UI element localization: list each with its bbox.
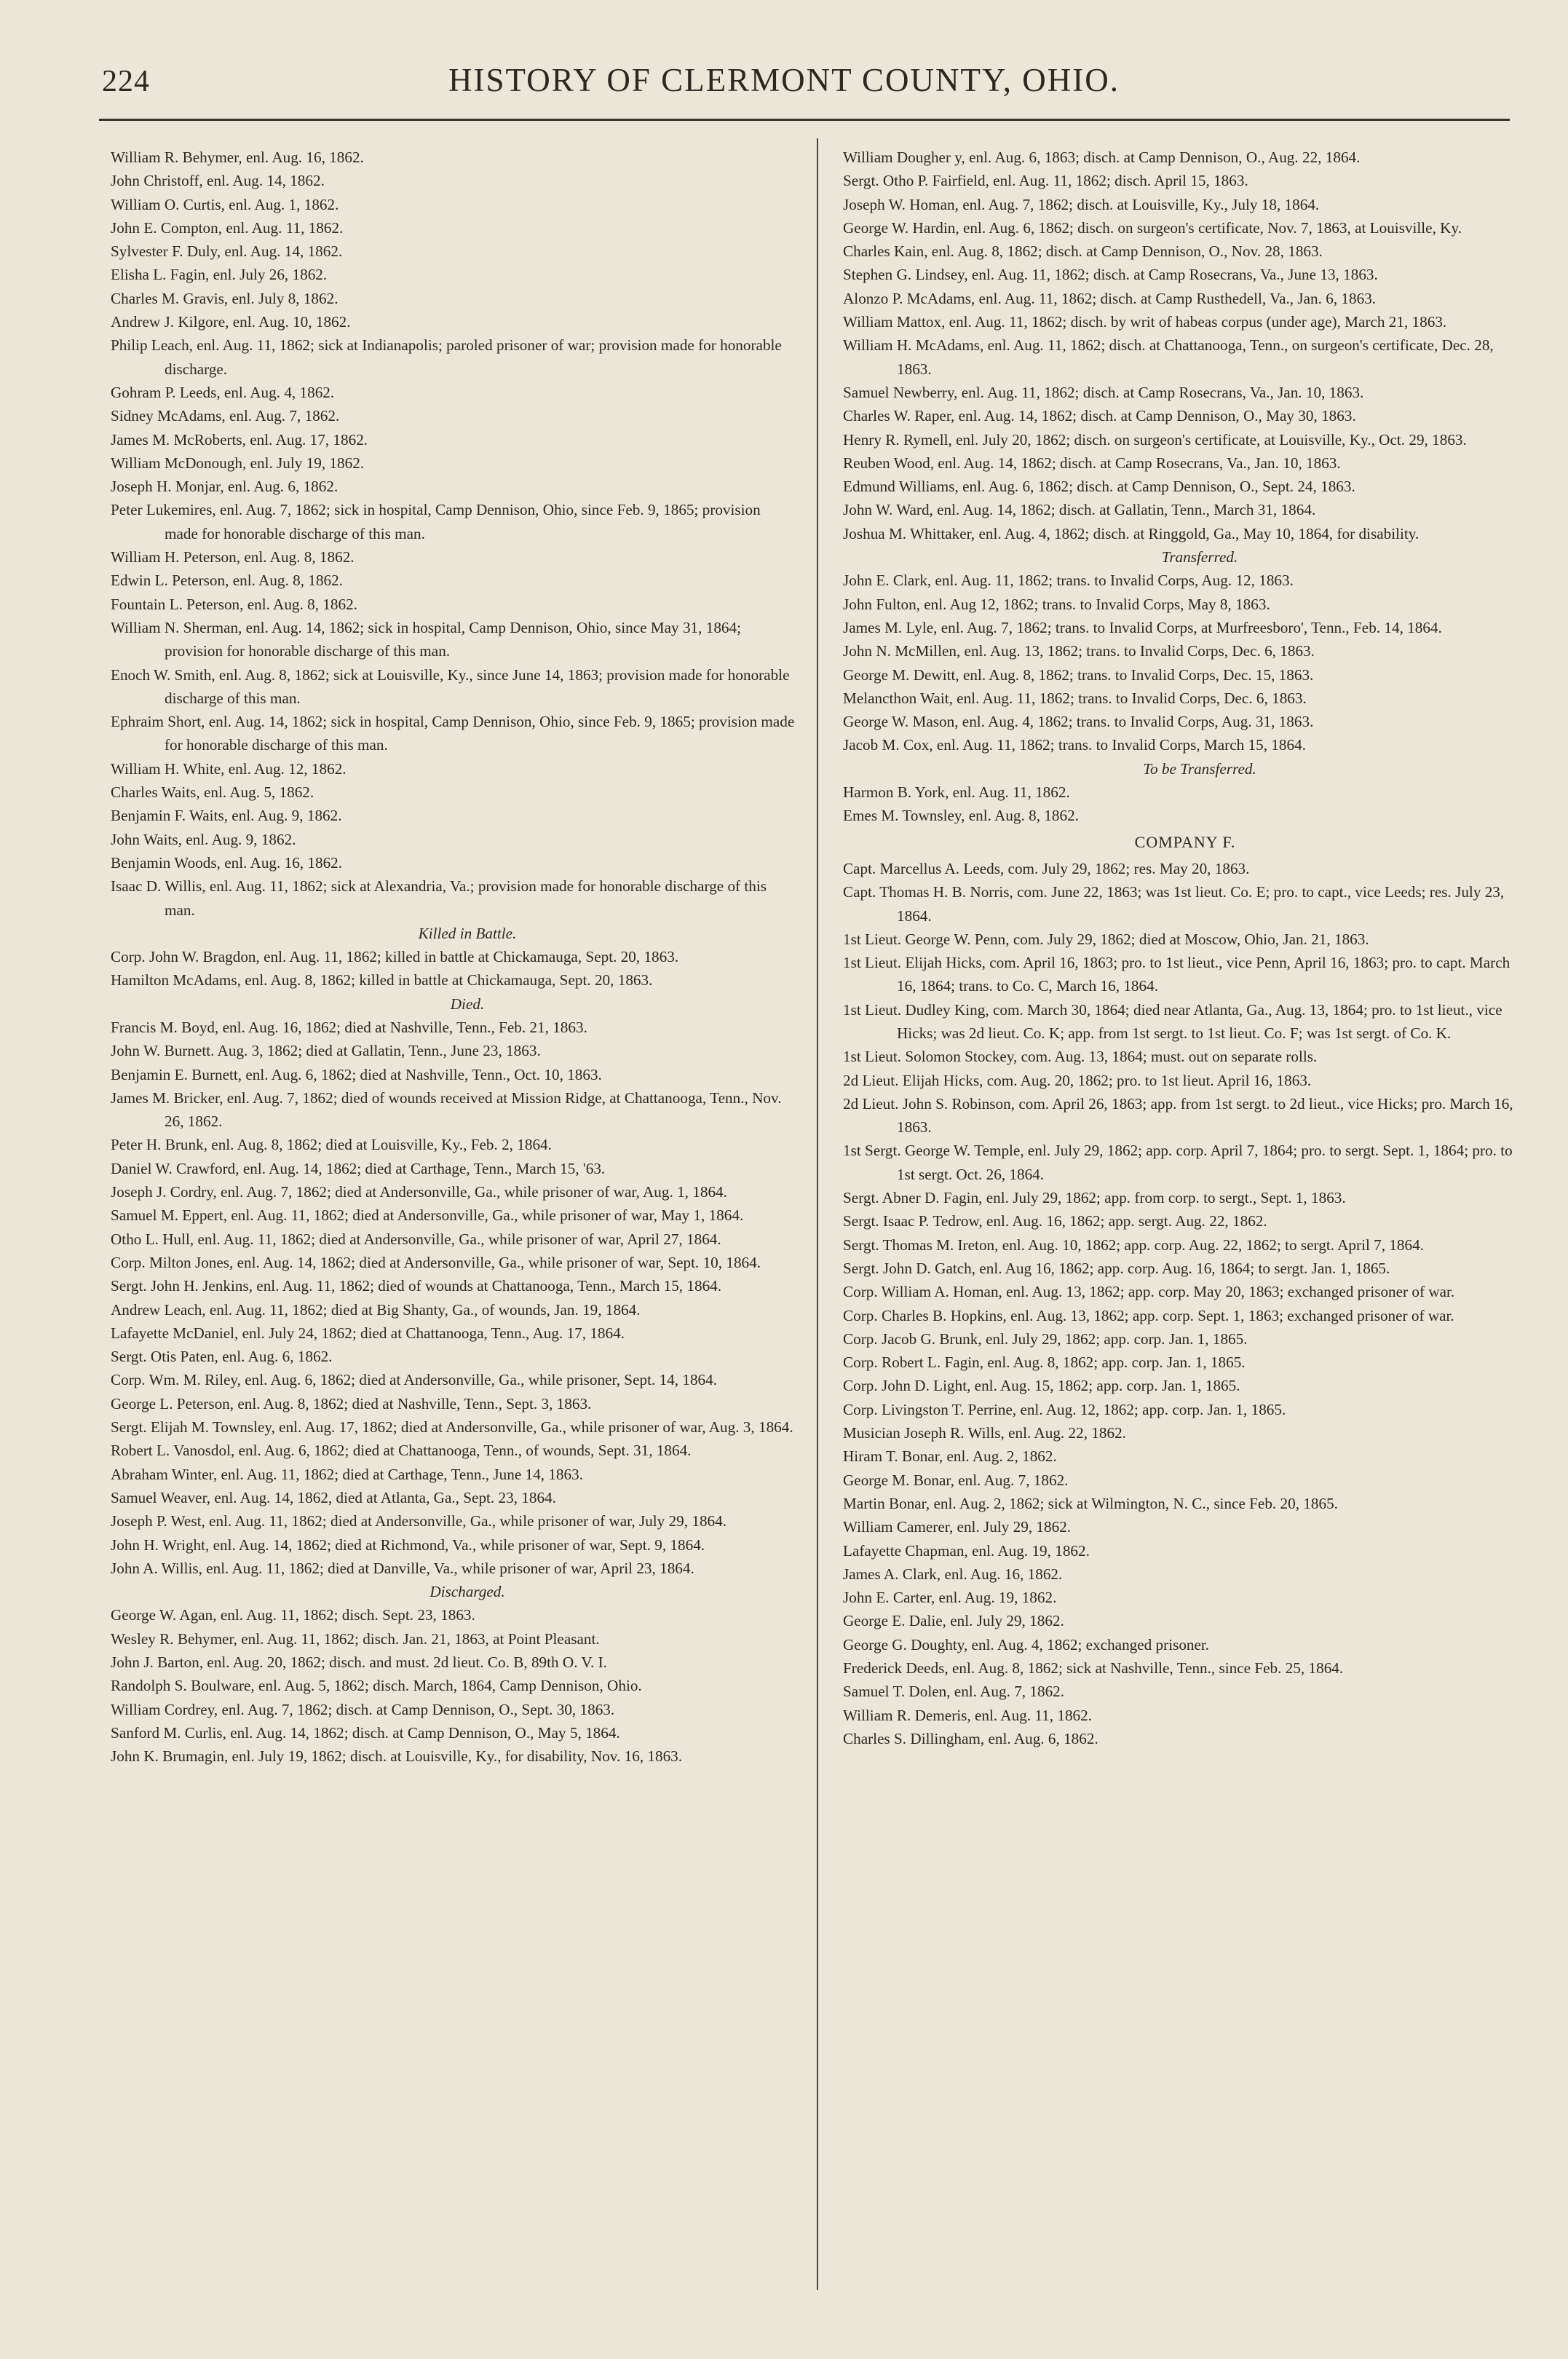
roster-entry: Otho L. Hull, enl. Aug. 11, 1862; died at Andersonville, Ga., while prisoner of war, April 27, 1864. bbox=[111, 1230, 721, 1248]
roster-entry: Corp. Robert L. Fagin, enl. Aug. 8, 1862; app. corp. Jan. 1, 1865. bbox=[843, 1354, 1246, 1372]
roster-entry: Corp. Jacob G. Brunk, enl. July 29, 1862; app. corp. Jan. 1, 1865. bbox=[843, 1329, 1248, 1348]
roster-entry: Henry R. Rymell, enl. July 20, 1862; disch. on surgeon's certificate, at Louisville, Ky., Oct. 29, 1863. bbox=[843, 430, 1467, 449]
roster-entry: Charles Kain, enl. Aug. 8, 1862; disch. at Camp Dennison, O., Nov. 28, 1863. bbox=[843, 242, 1323, 261]
roster-entry: William N. Sherman, enl. Aug. 14, 1862; sick in hospital, Camp Dennison, Ohio, since May 31, 1864; provision for honorable discharge of this man. bbox=[111, 618, 741, 660]
roster-entry: George L. Peterson, enl. Aug. 8, 1862; died at Nashville, Tenn., Sept. 3, 1863. bbox=[111, 1394, 592, 1412]
roster-entry: Samuel T. Dolen, enl. Aug. 7, 1862. bbox=[843, 1683, 1065, 1701]
roster-entry: Isaac D. Willis, enl. Aug. 11, 1862; sick at Alexandria, Va.; provision made for honorable discharge of this man. bbox=[111, 877, 767, 919]
right-column bbox=[843, 146, 1527, 1750]
roster-entry: John N. McMillen, enl. Aug. 13, 1862; trans. to Invalid Corps, Dec. 6, 1863. bbox=[843, 642, 1315, 660]
roster-entry: Harmon B. York, enl. Aug. 11, 1862. bbox=[843, 783, 1070, 802]
roster-entry: Abraham Winter, enl. Aug. 11, 1862; died at Carthage, Tenn., June 14, 1863. bbox=[111, 1465, 583, 1483]
roster-entry: Samuel M. Eppert, enl. Aug. 11, 1862; died at Andersonville, Ga., while prisoner of war, May 1, 1864. bbox=[111, 1206, 744, 1225]
roster-entry: Joseph J. Cordry, enl. Aug. 7, 1862; died at Andersonville, Ga., while prisoner of war, Aug. 1, 1864. bbox=[111, 1183, 727, 1201]
header-rule bbox=[99, 119, 1510, 121]
roster-entry: James M. Bricker, enl. Aug. 7, 1862; died of wounds received at Mission Ridge, at Chattanooga, Tenn., Nov. 26, 1862. bbox=[111, 1088, 782, 1131]
page-number: 224 bbox=[102, 65, 150, 98]
roster-entry: Edwin L. Peterson, enl. Aug. 8, 1862. bbox=[111, 572, 343, 590]
roster-entry: Hamilton McAdams, enl. Aug. 8, 1862; killed in battle at Chickamauga, Sept. 20, 1863. bbox=[111, 971, 653, 989]
roster-entry: Martin Bonar, enl. Aug. 2, 1862; sick at Wilmington, N. C., since Feb. 20, 1865. bbox=[843, 1494, 1338, 1512]
roster-entry: John E. Clark, enl. Aug. 11, 1862; trans. to Invalid Corps, Aug. 12, 1863. bbox=[843, 572, 1294, 590]
roster-entry: 1st Lieut. Elijah Hicks, com. April 16, 1863; pro. to 1st lieut., vice Penn, April 16, 1863; pro. to capt. March 16, 1864; trans. to Co. C, March 16, 1864. bbox=[843, 954, 1510, 995]
roster-entry: George W. Hardin, enl. Aug. 6, 1862; disch. on surgeon's certificate, Nov. 7, 1863, at Louisville, Ky. bbox=[843, 218, 1462, 237]
roster-entry: Lafayette Chapman, enl. Aug. 19, 1862. bbox=[843, 1541, 1090, 1560]
roster-entry: John K. Brumagin, enl. July 19, 1862; disch. at Louisville, Ky., for disability, Nov. 16, 1863. bbox=[111, 1747, 683, 1766]
roster-entry: Corp. John D. Light, enl. Aug. 15, 1862; app. corp. Jan. 1, 1865. bbox=[843, 1377, 1240, 1395]
roster-entry: 1st Sergt. George W. Temple, enl. July 29, 1862; app. corp. April 7, 1864; pro. to sergt. Sept. 1, 1864; pro. to 1st sergt. Oct. 26, 1864. bbox=[843, 1142, 1513, 1183]
roster-entry: Frederick Deeds, enl. Aug. 8, 1862; sick at Nashville, Tenn., since Feb. 25, 1864. bbox=[843, 1659, 1344, 1677]
roster-entry: Samuel Weaver, enl. Aug. 14, 1862, died at Atlanta, Ga., Sept. 23, 1864. bbox=[111, 1488, 556, 1506]
roster-entry: Emes M. Townsley, enl. Aug. 8, 1862. bbox=[843, 807, 1079, 825]
roster-entry: John Fulton, enl. Aug 12, 1862; trans. to Invalid Corps, May 8, 1863. bbox=[843, 595, 1270, 613]
roster-entry: Philip Leach, enl. Aug. 11, 1862; sick at Indianapolis; paroled prisoner of war; provision made for honorable discharge. bbox=[111, 336, 782, 378]
roster-entry: George E. Dalie, enl. July 29, 1862. bbox=[843, 1612, 1064, 1630]
roster-entry: William Dougher y, enl. Aug. 6, 1863; disch. at Camp Dennison, O., Aug. 22, 1864. bbox=[843, 149, 1361, 166]
roster-entry: Musician Joseph R. Wills, enl. Aug. 22, 1862. bbox=[843, 1424, 1126, 1442]
roster-entry: Charles Waits, enl. Aug. 5, 1862. bbox=[111, 783, 314, 802]
roster-entry: Sergt. Thomas M. Ireton, enl. Aug. 10, 1862; app. corp. Aug. 22, 1862; to sergt. April 7, 1864. bbox=[843, 1236, 1425, 1254]
roster-entry: Fountain L. Peterson, enl. Aug. 8, 1862. bbox=[111, 595, 357, 613]
roster-entry: Daniel W. Crawford, enl. Aug. 14, 1862; died at Carthage, Tenn., March 15, '63. bbox=[111, 1159, 606, 1177]
roster-entry: Capt. Thomas H. B. Norris, com. June 22, 1863; was 1st lieut. Co. E; pro. to capt., vice Leeds; res. July 23, 1864. bbox=[843, 883, 1505, 925]
roster-entry: Melancthon Wait, enl. Aug. 11, 1862; trans. to Invalid Corps, Dec. 6, 1863. bbox=[843, 689, 1307, 707]
roster-entry: Hiram T. Bonar, enl. Aug. 2, 1862. bbox=[843, 1447, 1057, 1466]
roster-entry: Joseph W. Homan, enl. Aug. 7, 1862; disch. at Louisville, Ky., July 18, 1864. bbox=[843, 195, 1320, 213]
company-heading: COMPANY F. bbox=[1134, 832, 1236, 851]
roster-entry: Charles W. Raper, enl. Aug. 14, 1862; disch. at Camp Dennison, O., May 30, 1863. bbox=[843, 407, 1356, 425]
roster-entry: George M. Bonar, enl. Aug. 7, 1862. bbox=[843, 1471, 1069, 1489]
roster-entry: 2d Lieut. John S. Robinson, com. April 26, 1863; app. from 1st sergt. to 2d lieut., vice Hicks; pro. March 16, 1863. bbox=[843, 1094, 1513, 1137]
roster-entry: John E. Carter, enl. Aug. 19, 1862. bbox=[843, 1589, 1057, 1607]
roster-entry: William R. Demeris, enl. Aug. 11, 1862. bbox=[843, 1706, 1093, 1724]
roster-entry: William H. Peterson, enl. Aug. 8, 1862. bbox=[111, 548, 355, 566]
roster-entry: Sergt. Isaac P. Tedrow, enl. Aug. 16, 1862; app. sergt. Aug. 22, 1862. bbox=[843, 1212, 1267, 1230]
roster-entry: Sergt. Otho P. Fairfield, enl. Aug. 11, 1862; disch. April 15, 1863. bbox=[843, 172, 1248, 190]
roster-entry: Sergt. John D. Gatch, enl. Aug 16, 1862; app. corp. Aug. 16, 1864; to sergt. Jan. 1, 1865. bbox=[843, 1259, 1390, 1277]
roster-entry: George W. Mason, enl. Aug. 4, 1862; trans. to Invalid Corps, Aug. 31, 1863. bbox=[843, 713, 1314, 731]
roster-entry: Samuel Newberry, enl. Aug. 11, 1862; disch. at Camp Rosecrans, Va., Jan. 10, 1863. bbox=[843, 383, 1364, 401]
roster-entry: John A. Willis, enl. Aug. 11, 1862; died at Danville, Va., while prisoner of war, April 23, 1864. bbox=[111, 1559, 694, 1577]
roster-entry: Robert L. Vanosdol, enl. Aug. 6, 1862; died at Chattanooga, Tenn., of wounds, Sept. 31, 1864. bbox=[111, 1442, 692, 1460]
section-heading: Died. bbox=[450, 995, 485, 1013]
roster-entry: Jacob M. Cox, enl. Aug. 11, 1862; trans. to Invalid Corps, March 15, 1864. bbox=[843, 736, 1306, 754]
roster-entry: William Mattox, enl. Aug. 11, 1862; disch. by writ of habeas corpus (under age), March 21, 1863. bbox=[843, 313, 1447, 331]
roster-entry: Joseph P. West, enl. Aug. 11, 1862; died at Andersonville, Ga., while prisoner of war, July 29, 1864. bbox=[111, 1512, 727, 1530]
roster-entry: Lafayette McDaniel, enl. July 24, 1862; died at Chattanooga, Tenn., Aug. 17, 1864. bbox=[111, 1324, 625, 1342]
roster-entry: Corp. Livingston T. Perrine, enl. Aug. 12, 1862; app. corp. Jan. 1, 1865. bbox=[843, 1400, 1286, 1418]
section-heading: Killed in Battle. bbox=[418, 924, 517, 942]
roster-entry: William O. Curtis, enl. Aug. 1, 1862. bbox=[111, 195, 339, 213]
roster-entry: Corp. John W. Bragdon, enl. Aug. 11, 1862; killed in battle at Chickamauga, Sept. 20, 1863. bbox=[111, 948, 679, 966]
roster-entry: George W. Agan, enl. Aug. 11, 1862; disch. Sept. 23, 1863. bbox=[111, 1606, 475, 1624]
roster-entry: James M. McRoberts, enl. Aug. 17, 1862. bbox=[111, 430, 368, 449]
roster-entry: Corp. Charles B. Hopkins, enl. Aug. 13, 1862; app. corp. Sept. 1, 1863; exchanged prisoner of war. bbox=[843, 1306, 1454, 1324]
running-title: HISTORY OF CLERMONT COUNTY, OHIO. bbox=[448, 62, 1120, 98]
roster-entry: Wesley R. Behymer, enl. Aug. 11, 1862; disch. Jan. 21, 1863, at Point Pleasant. bbox=[111, 1629, 600, 1648]
roster-entry: Andrew Leach, enl. Aug. 11, 1862; died at Big Shanty, Ga., of wounds, Jan. 19, 1864. bbox=[111, 1300, 641, 1319]
roster-entry: William Cordrey, enl. Aug. 7, 1862; disch. at Camp Dennison, O., Sept. 30, 1863. bbox=[111, 1700, 615, 1718]
roster-entry: Joseph H. Monjar, enl. Aug. 6, 1862. bbox=[111, 478, 338, 496]
roster-entry: Reuben Wood, enl. Aug. 14, 1862; disch. at Camp Rosecrans, Va., Jan. 10, 1863. bbox=[843, 454, 1341, 472]
roster-entry: Edmund Williams, enl. Aug. 6, 1862; disch. at Camp Dennison, O., Sept. 24, 1863. bbox=[843, 478, 1355, 496]
roster-entry: Randolph S. Boulware, enl. Aug. 5, 1862; disch. March, 1864, Camp Dennison, Ohio. bbox=[111, 1677, 642, 1695]
column-divider bbox=[817, 138, 818, 2290]
roster-entry: George M. Dewitt, enl. Aug. 8, 1862; trans. to Invalid Corps, Dec. 15, 1863. bbox=[843, 665, 1314, 684]
roster-entry: William Camerer, enl. July 29, 1862. bbox=[843, 1518, 1072, 1536]
roster-entry: George G. Doughty, enl. Aug. 4, 1862; exchanged prisoner. bbox=[843, 1635, 1210, 1653]
roster-entry: Joshua M. Whittaker, enl. Aug. 4, 1862; disch. at Ringgold, Ga., May 10, 1864, for disability. bbox=[843, 524, 1419, 542]
roster-entry: 1st Lieut. George W. Penn, com. July 29, 1862; died at Moscow, Ohio, Jan. 21, 1863. bbox=[843, 930, 1369, 948]
roster-entry: John Waits, enl. Aug. 9, 1862. bbox=[111, 830, 296, 848]
roster-entry: Gohram P. Leeds, enl. Aug. 4, 1862. bbox=[111, 383, 335, 401]
roster-entry: Peter Lukemires, enl. Aug. 7, 1862; sick in hospital, Camp Dennison, Ohio, since Feb. 9, 1865; provision made for honorable discharge of this man. bbox=[111, 501, 761, 542]
roster-entry: Sergt. Elijah M. Townsley, enl. Aug. 17, 1862; died at Andersonville, Ga., while prisoner of war, Aug. 3, 1864. bbox=[111, 1418, 793, 1437]
roster-entry: Enoch W. Smith, enl. Aug. 8, 1862; sick at Louisville, Ky., since June 14, 1863; provision made for honorable discharge of this man. bbox=[111, 665, 790, 707]
roster-entry: Corp. Wm. M. Riley, enl. Aug. 6, 1862; died at Andersonville, Ga., while prisoner, Sept. 14, 1864. bbox=[111, 1371, 718, 1389]
section-heading: To be Transferred. bbox=[1143, 759, 1256, 778]
roster-entry: Sergt. John H. Jenkins, enl. Aug. 11, 1862; died of wounds at Chattanooga, Tenn., March 15, 1864. bbox=[111, 1277, 722, 1295]
roster-entry: Sanford M. Curlis, enl. Aug. 14, 1862; disch. at Camp Dennison, O., May 5, 1864. bbox=[111, 1723, 620, 1742]
section-heading: Discharged. bbox=[429, 1583, 505, 1601]
roster-entry: Andrew J. Kilgore, enl. Aug. 10, 1862. bbox=[111, 313, 351, 331]
roster-entry: Francis M. Boyd, enl. Aug. 16, 1862; died at Nashville, Tenn., Feb. 21, 1863. bbox=[111, 1018, 587, 1036]
roster-entry: James A. Clark, enl. Aug. 16, 1862. bbox=[843, 1565, 1063, 1583]
roster-entry: Capt. Marcellus A. Leeds, com. July 29, 1862; res. May 20, 1863. bbox=[843, 859, 1250, 877]
roster-entry: John W. Burnett. Aug. 3, 1862; died at Gallatin, Tenn., June 23, 1863. bbox=[111, 1042, 541, 1060]
roster-entry: John Christoff, enl. Aug. 14, 1862. bbox=[111, 172, 325, 190]
roster-entry: Stephen G. Lindsey, enl. Aug. 11, 1862; disch. at Camp Rosecrans, Va., June 13, 1863. bbox=[843, 266, 1378, 284]
left-column bbox=[111, 146, 795, 1768]
roster-entry: Elisha L. Fagin, enl. July 26, 1862. bbox=[111, 266, 328, 284]
roster-entry: Sylvester F. Duly, enl. Aug. 14, 1862. bbox=[111, 242, 343, 261]
roster-entry: John J. Barton, enl. Aug. 20, 1862; disch. and must. 2d lieut. Co. B, 89th O. V. I. bbox=[111, 1653, 607, 1671]
roster-entry: James M. Lyle, enl. Aug. 7, 1862; trans. to Invalid Corps, at Murfreesboro', Tenn., Feb. 14, 1864. bbox=[843, 618, 1442, 636]
roster-entry: 2d Lieut. Elijah Hicks, com. Aug. 20, 1862; pro. to 1st lieut. April 16, 1863. bbox=[843, 1071, 1312, 1089]
roster-entry: Charles M. Gravis, enl. July 8, 1862. bbox=[111, 289, 338, 307]
roster-entry: Charles S. Dillingham, enl. Aug. 6, 1862. bbox=[843, 1729, 1098, 1747]
roster-entry: Benjamin F. Waits, enl. Aug. 9, 1862. bbox=[111, 807, 342, 825]
roster-entry: William H. McAdams, enl. Aug. 11, 1862; disch. at Chattanooga, Tenn., on surgeon's certificate, Dec. 28, 1863. bbox=[843, 336, 1494, 378]
roster-entry: Corp. William A. Homan, enl. Aug. 13, 1862; app. corp. May 20, 1863; exchanged prisoner of war. bbox=[843, 1283, 1455, 1301]
roster-entry: Ephraim Short, enl. Aug. 14, 1862; sick in hospital, Camp Dennison, Ohio, since Feb. 9, 1865; provision made for honorable discharge of this man. bbox=[111, 713, 795, 754]
roster-entry: John E. Compton, enl. Aug. 11, 1862. bbox=[111, 218, 344, 237]
roster-entry: 1st Lieut. Dudley King, com. March 30, 1864; died near Atlanta, Ga., Aug. 13, 1864; pro. to 1st lieut., vice Hicks; was 2d lieut. Co. K; app. from 1st sergt. to 1st lieut. Co. F; was 1st sergt. of Co. K. bbox=[843, 1000, 1502, 1042]
roster-entry: Sidney McAdams, enl. Aug. 7, 1862. bbox=[111, 407, 340, 425]
roster-entry: William R. Behymer, enl. Aug. 16, 1862. bbox=[111, 149, 364, 166]
roster-entry: 1st Lieut. Solomon Stockey, com. Aug. 13, 1864; must. out on separate rolls. bbox=[843, 1048, 1318, 1066]
roster-entry: Sergt. Abner D. Fagin, enl. July 29, 1862; app. from corp. to sergt., Sept. 1, 1863. bbox=[843, 1189, 1346, 1207]
section-heading: Transferred. bbox=[1161, 548, 1238, 566]
roster-entry: Benjamin E. Burnett, enl. Aug. 6, 1862; died at Nashville, Tenn., Oct. 10, 1863. bbox=[111, 1065, 602, 1083]
roster-entry: Sergt. Otis Paten, enl. Aug. 6, 1862. bbox=[111, 1348, 333, 1366]
roster-entry: John H. Wright, enl. Aug. 14, 1862; died at Richmond, Va., while prisoner of war, Sept. 9, 1864. bbox=[111, 1536, 705, 1554]
roster-entry: Corp. Milton Jones, enl. Aug. 14, 1862; died at Andersonville, Ga., while prisoner of war, Sept. 10, 1864. bbox=[111, 1253, 761, 1271]
roster-entry: William McDonough, enl. July 19, 1862. bbox=[111, 454, 365, 472]
roster-entry: Benjamin Woods, enl. Aug. 16, 1862. bbox=[111, 853, 343, 872]
roster-entry: John W. Ward, enl. Aug. 14, 1862; disch. at Gallatin, Tenn., March 31, 1864. bbox=[843, 501, 1316, 519]
roster-entry: William H. White, enl. Aug. 12, 1862. bbox=[111, 759, 347, 778]
roster-entry: Alonzo P. McAdams, enl. Aug. 11, 1862; disch. at Camp Rusthedell, Va., Jan. 6, 1863. bbox=[843, 289, 1377, 307]
roster-entry: Peter H. Brunk, enl. Aug. 8, 1862; died at Louisville, Ky., Feb. 2, 1864. bbox=[111, 1136, 552, 1154]
